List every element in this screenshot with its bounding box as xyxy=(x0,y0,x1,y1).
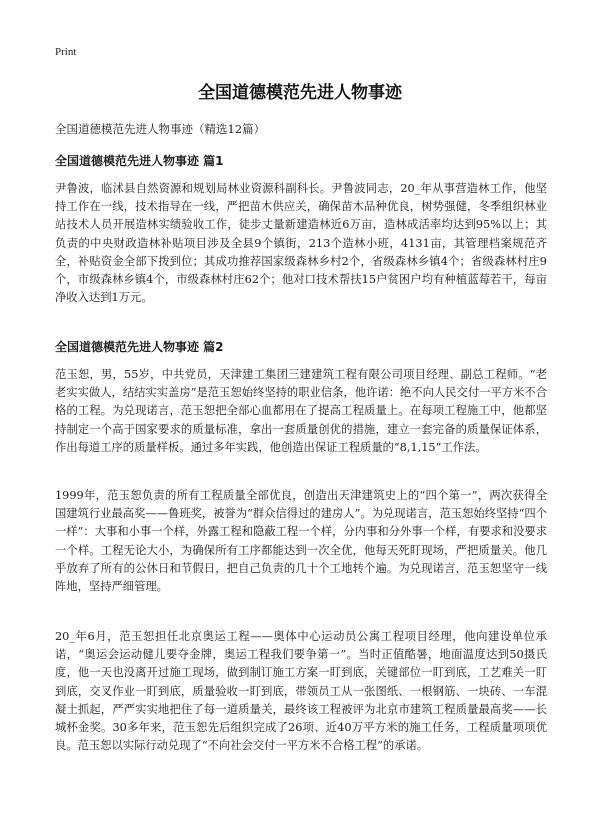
print-link[interactable]: Print xyxy=(55,46,77,58)
section-1-paragraph-1: 尹鲁波，临沭县自然资源和规划局林业资源科副科长。尹鲁波同志，20_年从事营造林工作，他坚持工作在一线，技术指导在一线，严把苗木供应关，确保苗木品种优良，树势强健，冬季组织林业站技术人员开展造林实绩验收工作，徒步丈量新建造林近6万亩，造林成活率均达到95%以上；其负责的中央财政造林补贴项目涉及全县9个镇街，213个造林小班，4131亩，其管理档案规范齐全，补贴资金全部下拨到位；其成功推荐国家级森林乡村2个，省级森林乡镇4个；省级森林村庄9个，市级森林乡镇4个，市级森林村庄62个；他对口技术帮扶15户贫困户均有种植蓝莓若干，每亩净收入达到1万元。 xyxy=(55,182,547,305)
section-heading-2: 全国道德模范先进人物事迹 篇2 xyxy=(55,340,224,354)
section-2-paragraph-3: 20_年6月，范玉恕担任北京奥运工程——奥体中心运动员公寓工程项目经理，他向建设单位承诺，“奥运会运动健儿要夺金牌，奥运工程我们要争第一”。当时正值酷暑，地面温度达到50摄氏度，他一天也没离开过施工现场，做到制订施工方案一盯到底，关键部位一盯到底，工艺难关一盯到底，交叉作业一盯到底，质量验收一盯到底，带领员工从一张图纸、一根钢筋、一块砖、一车混凝土抓起，严严实实地把住了每一道质量关，最终该工程被评为北京市建筑工程质量最高奖——长城杯金奖。30多年来，范玉恕先后组织完成了26项、近40万平方米的施工任务，工程质量项项优良。范玉恕以实际行动兑现了“不向社会交付一平方米不合格工程”的承诺。 xyxy=(55,630,547,753)
document-subtitle: 全国道德模范先进人物事迹（精选12篇） xyxy=(55,122,266,136)
section-2-paragraph-2: 1999年，范玉恕负责的所有工程质量全部优良，创造出天津建筑史上的“四个第一”，两次获得全国建筑行业最高奖——鲁班奖，被誉为“群众信得过的建房人”。为兑现诺言，范玉恕始终坚持“四个一样”：大事和小事一个样，外露工程和隐蔽工程一个样，分内事和分外事一个样，有要求和没要求一个样。工程无论大小，为确保所有工序都能达到一次全优，他每天死盯现场，严把质量关。他几乎放弃了所有的公休日和节假日，把自己负责的几十个工地转个遍。为兑现诺言，范玉恕坚守一线阵地，坚持严细管理。 xyxy=(55,489,547,594)
page-title: 全国道德模范先进人物事迹 xyxy=(198,83,402,103)
section-heading-1: 全国道德模范先进人物事迹 篇1 xyxy=(55,154,224,168)
section-2-paragraph-1: 范玉恕，男，55岁，中共党员，天津建工集团三建建筑工程有限公司项目经理、副总工程师。“老老实实做人，结结实实盖房”是范玉恕始终坚持的职业信条，他许诺：绝不向人民交付一平方米不合格的工程。为兑现诺言，范玉恕把全部心血都用在了提高工程质量上。在每项工程施工中，他都坚持制定一个高于国家要求的质量标准，拿出一套质量创优的措施，建立一套完备的质量保证体系，作出每道工序的质量样板。通过多年实践，他创造出保证工程质量的“8,1,15”工作法。 xyxy=(55,368,547,454)
